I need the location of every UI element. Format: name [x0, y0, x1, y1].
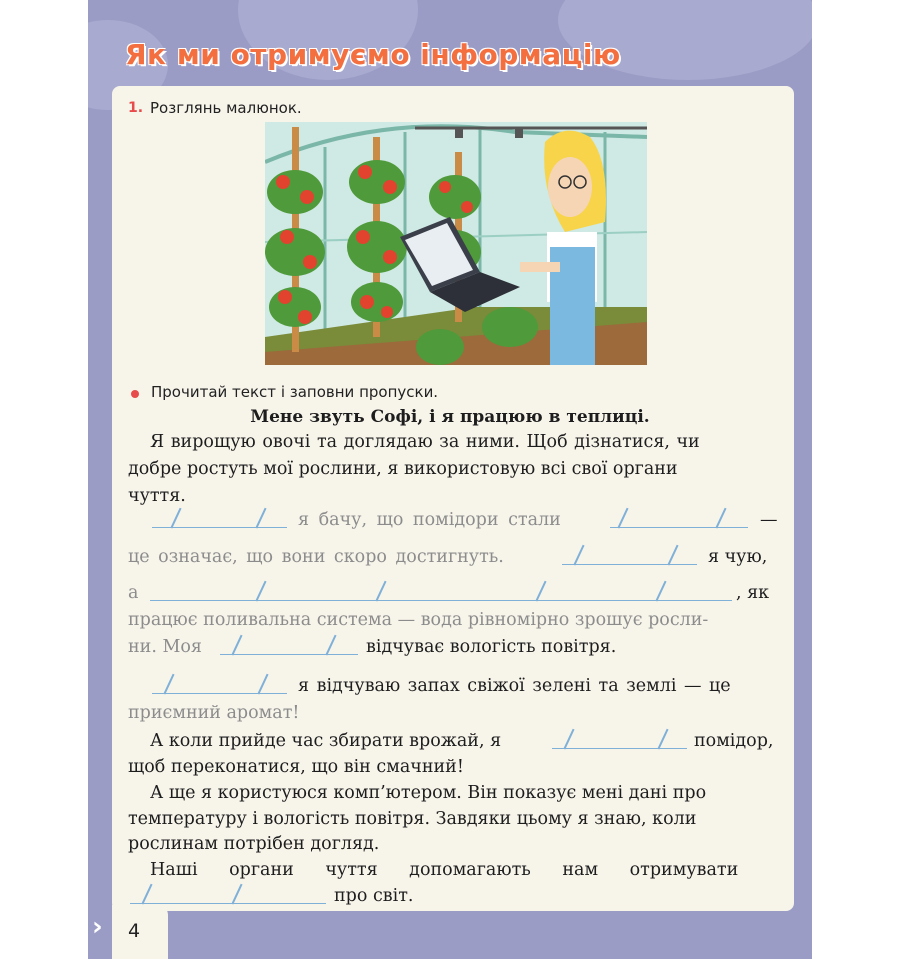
text-line: про світ. [334, 886, 414, 906]
story-title: Мене звуть Софі, і я працюю в теплиці. [250, 407, 650, 427]
text-line: добре ростуть мої рослини, я використовую всі свої органи [128, 459, 678, 479]
answer-blank[interactable] [610, 526, 748, 528]
text-line: — [760, 510, 778, 530]
page-margin-right [812, 0, 900, 959]
text-line: відчуває вологість повітря. [366, 637, 617, 657]
task-instruction-fill: Прочитай текст і заповни пропуски. [151, 383, 439, 401]
text-line: приємний аромат! [128, 703, 300, 723]
text-line: я бачу, що помідори стали [298, 510, 561, 530]
bullet-marker [131, 390, 139, 398]
answer-blank[interactable] [562, 563, 697, 565]
text-line: А коли прийде час збирати врожай, я [150, 731, 502, 751]
text-line: , як [736, 583, 770, 603]
text-line: я відчуваю запах свіжої зелені та землі — це [298, 676, 731, 696]
page-margin-left [0, 0, 88, 959]
chevron-right-icon: › [92, 912, 103, 942]
text-line: я чую, [708, 547, 768, 567]
answer-blank[interactable] [130, 902, 326, 904]
answer-blank[interactable] [152, 692, 287, 694]
text-line: температуру і вологість повітря. Завдяки цьому я знаю, коли [128, 809, 697, 829]
text-line: чуття. [128, 486, 186, 506]
text-line: рослинам потрібен догляд. [128, 834, 380, 854]
text-line: Я вирощую овочі та доглядаю за ними. Щоб дізнатися, чи [150, 432, 700, 452]
text-line: працює поливальна система — вода рівномірно зрошує росли- [128, 610, 709, 630]
text-line: ни. Моя [128, 637, 202, 657]
text-line: щоб переконатися, що він смачний! [128, 757, 464, 777]
text-line: це означає, що вони скоро достигнуть. [128, 547, 504, 567]
text-line: А ще я користуюся комп’ютером. Він показує мені дані про [150, 783, 707, 803]
page-title: Як ми отримуємо інформацію [125, 38, 621, 71]
answer-blank[interactable] [220, 653, 358, 655]
answer-blank[interactable] [150, 599, 732, 601]
text-line: а [128, 583, 139, 603]
task-instruction: Розглянь малюнок. [150, 99, 302, 117]
text-line: помідор, [694, 731, 774, 751]
task-number: 1. [128, 100, 144, 116]
greenhouse-illustration [265, 122, 647, 365]
answer-blank[interactable] [552, 747, 687, 749]
text-line: Наші органи чуття допомагають нам отримувати [150, 860, 739, 880]
page-number: 4 [128, 920, 141, 942]
